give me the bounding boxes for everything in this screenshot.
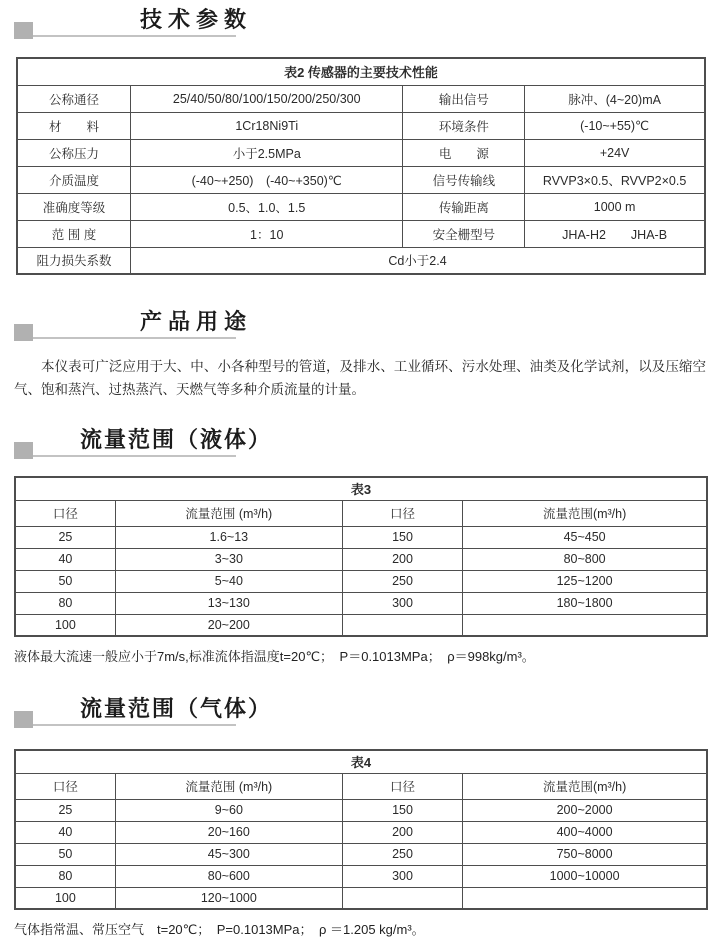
table-title-row	[15, 750, 707, 773]
table-row	[15, 592, 707, 614]
table-row	[15, 548, 707, 570]
spec-value-cell: 小于2.5MPa	[131, 139, 403, 166]
heading-square-marker	[14, 711, 33, 728]
spec-label-cell: 范 围 度	[17, 220, 131, 247]
spec-value-cell: 1Cr18Ni9Ti	[131, 112, 403, 139]
section-title: 流量范围（液体）	[80, 427, 273, 452]
spec-value-cell: 1：10	[131, 220, 403, 247]
spec-label-cell: 阻力损失系数	[17, 247, 131, 274]
section-title: 产品用途	[140, 309, 253, 334]
table-row	[17, 112, 705, 139]
table-row	[17, 247, 705, 274]
spec-label-cell: 传输距离	[403, 193, 525, 220]
section-heading-tech-params	[0, 0, 720, 40]
flow-range-cell: 45~450	[463, 526, 707, 548]
diameter-header-cell: 口径	[342, 500, 462, 526]
diameter-cell: 250	[342, 570, 462, 592]
spec-label-cell: 材 料	[17, 112, 131, 139]
flow-range-header-cell: 流量范围 (m³/h)	[115, 773, 342, 799]
spec-label-cell: 环境条件	[403, 112, 525, 139]
heading-underline	[14, 455, 236, 457]
diameter-cell	[342, 614, 462, 636]
spec-value-cell: RVVP3×0.5、RVVP2×0.5	[525, 166, 705, 193]
flow-range-cell: 125~1200	[463, 570, 707, 592]
table-row	[15, 614, 707, 636]
gas-flow-note: 气体指常温、常压空气 t=20℃； P=0.1013MPa； ρ ＝1.205 kg/m³。	[14, 922, 425, 937]
table-row	[15, 570, 707, 592]
sensor-spec-table	[16, 57, 706, 275]
flow-range-header-cell: 流量范围 (m³/h)	[115, 500, 342, 526]
spec-label-cell: 准确度等级	[17, 193, 131, 220]
flow-range-cell	[463, 614, 707, 636]
spec-label-cell: 输出信号	[403, 85, 525, 112]
diameter-cell: 100	[15, 614, 115, 636]
table-row	[15, 843, 707, 865]
diameter-cell: 25	[15, 799, 115, 821]
product-use-paragraph: 本仪表可广泛应用于大、中、小各种型号的管道，及排水、工业循环、污水处理、油类及化学试剂，以及压缩空气、饱和蒸汽、过热蒸汽、天燃气等多种介质流量的计量。	[14, 359, 706, 397]
diameter-cell: 25	[15, 526, 115, 548]
table4-title: 表4	[15, 750, 707, 773]
section-heading-flow-gas	[0, 689, 720, 729]
spec-value-cell: JHA-H2 JHA-B	[525, 220, 705, 247]
diameter-cell: 40	[15, 548, 115, 570]
table-title-row	[15, 477, 707, 500]
table-header-row	[15, 773, 707, 799]
spec-label-cell: 安全栅型号	[403, 220, 525, 247]
flow-range-header-cell: 流量范围(m³/h)	[463, 500, 707, 526]
heading-square-marker	[14, 22, 33, 39]
spec-label-cell: 电 源	[403, 139, 525, 166]
diameter-cell: 100	[15, 887, 115, 909]
flow-range-cell: 3~30	[115, 548, 342, 570]
diameter-header-cell: 口径	[342, 773, 462, 799]
table-row	[17, 166, 705, 193]
flow-range-cell: 750~8000	[463, 843, 707, 865]
table2-title: 表2 传感器的主要技术性能	[17, 58, 705, 85]
table-row	[17, 220, 705, 247]
flow-range-header-cell: 流量范围(m³/h)	[463, 773, 707, 799]
section-heading-product-use	[0, 302, 720, 342]
spec-value-cell: +24V	[525, 139, 705, 166]
table-row	[17, 193, 705, 220]
flow-range-cell: 120~1000	[115, 887, 342, 909]
liquid-flow-note: 液体最大流速一般应小于7m/s,标准流体指温度t=20℃； P＝0.1013MPa； ρ＝998kg/m³。	[14, 649, 535, 664]
heading-underline	[14, 337, 236, 339]
flow-range-cell: 200~2000	[463, 799, 707, 821]
table-header-row	[15, 500, 707, 526]
spec-value-cell: 1000 m	[525, 193, 705, 220]
diameter-header-cell: 口径	[15, 500, 115, 526]
flow-range-cell: 1000~10000	[463, 865, 707, 887]
diameter-cell: 250	[342, 843, 462, 865]
diameter-cell: 200	[342, 821, 462, 843]
table-row	[15, 526, 707, 548]
flow-range-cell: 1.6~13	[115, 526, 342, 548]
diameter-cell: 300	[342, 865, 462, 887]
flow-range-cell: 5~40	[115, 570, 342, 592]
spec-value-cell: Cd小于2.4	[131, 247, 705, 274]
flow-range-cell: 9~60	[115, 799, 342, 821]
flow-range-cell: 20~160	[115, 821, 342, 843]
diameter-cell: 80	[15, 592, 115, 614]
flow-range-cell: 45~300	[115, 843, 342, 865]
table-row	[17, 85, 705, 112]
table-row	[15, 865, 707, 887]
spec-label-cell: 公称通径	[17, 85, 131, 112]
diameter-cell: 40	[15, 821, 115, 843]
spec-label-cell: 介质温度	[17, 166, 131, 193]
table-row	[17, 139, 705, 166]
diameter-cell: 300	[342, 592, 462, 614]
table-row	[15, 799, 707, 821]
table-title-row	[17, 58, 705, 85]
flow-range-cell: 20~200	[115, 614, 342, 636]
diameter-header-cell: 口径	[15, 773, 115, 799]
flow-range-cell: 400~4000	[463, 821, 707, 843]
diameter-cell: 150	[342, 799, 462, 821]
liquid-flow-range-table	[14, 476, 708, 637]
diameter-cell: 150	[342, 526, 462, 548]
flow-range-cell: 13~130	[115, 592, 342, 614]
section-heading-flow-liquid	[0, 420, 720, 460]
diameter-cell	[342, 887, 462, 909]
spec-value-cell: 脉冲、(4~20)mA	[525, 85, 705, 112]
flow-range-cell	[463, 887, 707, 909]
section-title: 流量范围（气体）	[80, 696, 273, 721]
table3-title: 表3	[15, 477, 707, 500]
diameter-cell: 200	[342, 548, 462, 570]
diameter-cell: 50	[15, 570, 115, 592]
heading-underline	[14, 724, 236, 726]
spec-value-cell: 0.5、1.0、1.5	[131, 193, 403, 220]
spec-label-cell: 公称压力	[17, 139, 131, 166]
heading-underline	[14, 35, 236, 37]
table-row	[15, 887, 707, 909]
spec-value-cell: 25/40/50/80/100/150/200/250/300	[131, 85, 403, 112]
flow-range-cell: 80~800	[463, 548, 707, 570]
heading-square-marker	[14, 324, 33, 341]
spec-value-cell: (-10~+55)℃	[525, 112, 705, 139]
spec-label-cell: 信号传输线	[403, 166, 525, 193]
table-row	[15, 821, 707, 843]
section-title: 技术参数	[140, 7, 253, 32]
flow-range-cell: 180~1800	[463, 592, 707, 614]
diameter-cell: 80	[15, 865, 115, 887]
diameter-cell: 50	[15, 843, 115, 865]
flow-range-cell: 80~600	[115, 865, 342, 887]
gas-flow-range-table	[14, 749, 708, 910]
spec-value-cell: (-40~+250) (-40~+350)℃	[131, 166, 403, 193]
heading-square-marker	[14, 442, 33, 459]
